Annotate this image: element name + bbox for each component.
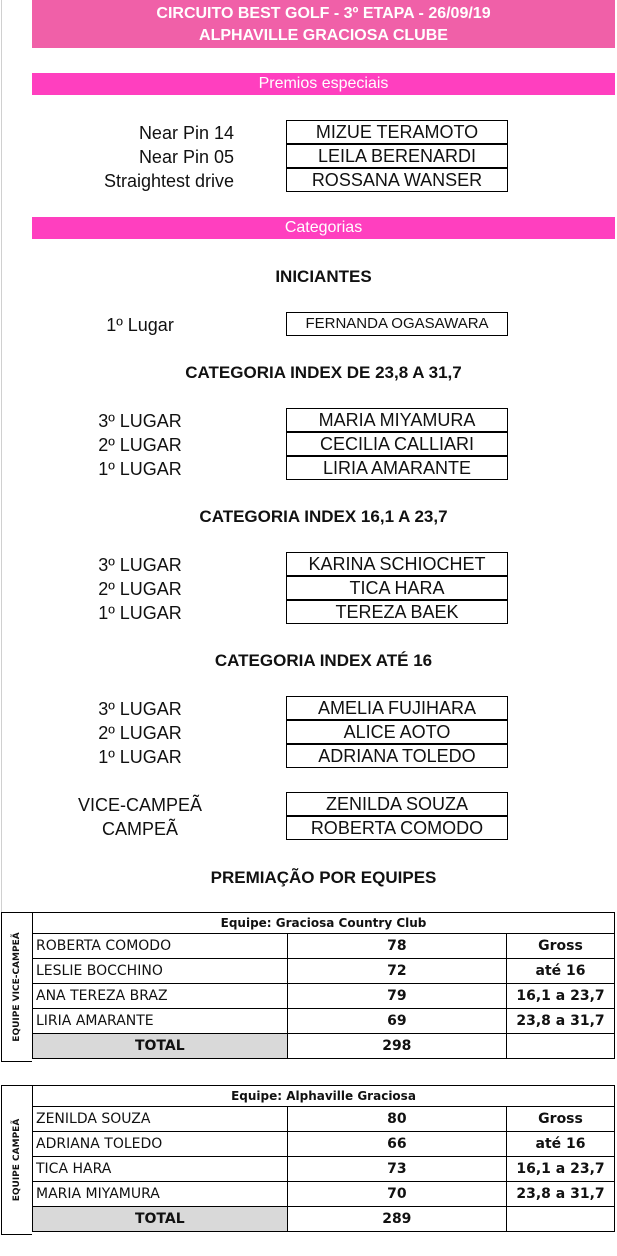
table-row: LIRIA AMARANTE 69 23,8 a 31,7 [33, 1009, 615, 1034]
cat3-label-1: 3º LUGAR [98, 699, 182, 719]
categories-bar: Categorias [32, 217, 615, 239]
vice-champion-name: ZENILDA SOUZA [286, 792, 508, 816]
total-row [33, 1207, 615, 1232]
cat2-heading: CATEGORIA INDEX 16,1 A 23,7 [199, 507, 448, 526]
cat1-heading: CATEGORIA INDEX DE 23,8 A 31,7 [185, 363, 462, 382]
team2-table [32, 1085, 615, 1232]
cat1-name-2: CECILIA CALLIARI [286, 432, 508, 456]
cat1-label-2: 2º LUGAR [98, 435, 182, 455]
team2-side-label: EQUIPE CAMPEÃ [1, 1085, 32, 1235]
table-row: TICA HARA 73 16,1 a 23,7 [33, 1157, 615, 1182]
table-row: ROBERTA COMODO 78 Gross [33, 934, 615, 959]
event-venue: ALPHAVILLE GRACIOSA CLUBE [199, 27, 448, 44]
cat3-name-3: ADRIANA TOLEDO [286, 744, 508, 768]
champion-name: ROBERTA COMODO [286, 816, 508, 840]
special-prizes-bar: Premios especiais [32, 73, 615, 95]
total-row [33, 1034, 615, 1059]
team1-table [32, 912, 615, 1059]
special-name-1: MIZUE TERAMOTO [286, 120, 508, 144]
team2-title: Equipe: Alphaville Graciosa [33, 1086, 615, 1107]
team2-total-label: TOTAL [33, 1207, 288, 1232]
team1-side-label: EQUIPE VICE-CAMPEÃ [1, 912, 32, 1062]
champion-label: CAMPEÃ [101, 819, 179, 839]
cat1-name-1: MARIA MIYAMURA [286, 408, 508, 432]
teams-heading: PREMIAÇÃO POR EQUIPES [210, 868, 437, 887]
cat1-label-1: 3º LUGAR [98, 411, 182, 431]
table-row: LESLIE BOCCHINO 72 até 16 [33, 959, 615, 984]
table-row: ZENILDA SOUZA 80 Gross [33, 1107, 615, 1132]
iniciantes-name-1: FERNANDA OGASAWARA [286, 312, 508, 336]
cat2-label-1: 3º LUGAR [98, 555, 182, 575]
team1-total-value: 298 [287, 1034, 506, 1059]
special-label-1: Near Pin 14 [138, 123, 234, 143]
team1-title: Equipe: Graciosa Country Club [33, 913, 615, 934]
iniciantes-label-1: 1º Lugar [106, 315, 174, 335]
cat1-name-3: LIRIA AMARANTE [286, 456, 508, 480]
special-label-2: Near Pin 05 [138, 147, 234, 167]
event-header [32, 0, 615, 48]
table-row: MARIA MIYAMURA 70 23,8 a 31,7 [33, 1182, 615, 1207]
table-row: ANA TEREZA BRAZ 79 16,1 a 23,7 [33, 984, 615, 1009]
cat3-name-2: ALICE AOTO [286, 720, 508, 744]
special-label-3: Straightest drive [103, 171, 234, 191]
cat2-name-1: KARINA SCHIOCHET [286, 552, 508, 576]
cat3-label-2: 2º LUGAR [98, 723, 182, 743]
event-title: CIRCUITO BEST GOLF - 3º ETAPA - 26/09/19 [156, 5, 491, 22]
iniciantes-heading: INICIANTES [275, 267, 372, 286]
cat2-name-3: TEREZA BAEK [286, 600, 508, 624]
cat3-heading: CATEGORIA INDEX ATÉ 16 [214, 651, 433, 670]
cat2-label-3: 1º LUGAR [98, 603, 182, 623]
team2-total-value: 289 [287, 1207, 506, 1232]
cat2-label-2: 2º LUGAR [98, 579, 182, 599]
cat3-label-3: 1º LUGAR [98, 747, 182, 767]
special-name-3: ROSSANA WANSER [286, 168, 508, 192]
vice-champion-label: VICE-CAMPEÃ [77, 795, 203, 815]
cat1-label-3: 1º LUGAR [98, 459, 182, 479]
cat2-name-2: TICA HARA [286, 576, 508, 600]
special-name-2: LEILA BERENARDI [286, 144, 508, 168]
table-row: ADRIANA TOLEDO 66 até 16 [33, 1132, 615, 1157]
team1-total-label: TOTAL [33, 1034, 288, 1059]
cat3-name-1: AMELIA FUJIHARA [286, 696, 508, 720]
